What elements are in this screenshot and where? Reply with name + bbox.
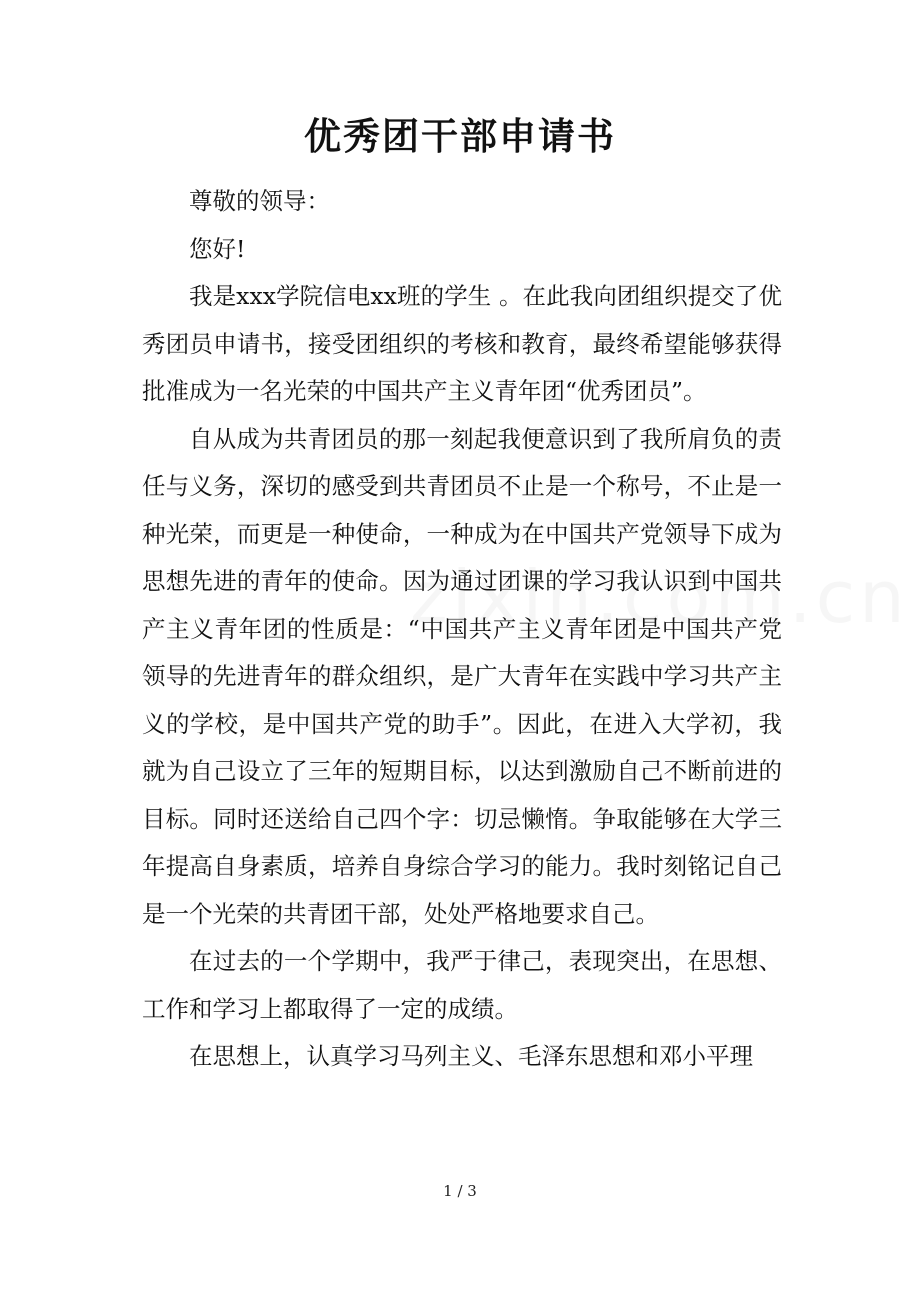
document-body xyxy=(142,178,782,1081)
body-paragraph-semester: 在过去的一个学期中，我严于律己，表现突出，在思想、工作和学习上都取得了一定的成绩。 xyxy=(142,947,782,1023)
body-paragraph-thought: 在思想上，认真学习马列主义、毛泽东思想和邓小平理 xyxy=(189,1042,753,1070)
salutation: 尊敬的领导： xyxy=(189,187,330,215)
body-paragraph-responsibility: 自从成为共青团员的那一刻起我便意识到了我所肩负的责任与义务，深切的感受到共青团员不止是一个称号，不止是一种光荣，而更是一种使命，一种成为在中国共产党领导下成为思想先进的青年的使命。因为通过团课的学习我认识到中国共产主义青年团的性质是：“中国共产主义青年团是中国共产党领导的先进青年的群众组织，是广大青年在实践中学习共产主义的学校，是中国共产党的助手”。因此，在进入大学初，我就为自己设立了三年的短期目标，以达到激励自己不断前进的目标。同时还送给自己四个字：切忌懒惰。争取能够在大学三年提高自身素质，培养自身综合学习的能力。我时刻铭记自己是一个光荣的共青团干部，处处严格地要求自己。 xyxy=(142,424,782,928)
greeting: 您好! xyxy=(189,234,246,263)
body-paragraph-intro: 我是xxx学院信电xx班的学生 。在此我向团组织提交了优秀团员申请书，接受团组织的考核和教育，最终希望能够获得批准成为一名光荣的中国共产主义青年团“优秀团员”。 xyxy=(142,282,782,405)
page-number: 1 / 3 xyxy=(443,1182,477,1200)
document-title: 优秀团干部申请书 xyxy=(304,114,616,158)
